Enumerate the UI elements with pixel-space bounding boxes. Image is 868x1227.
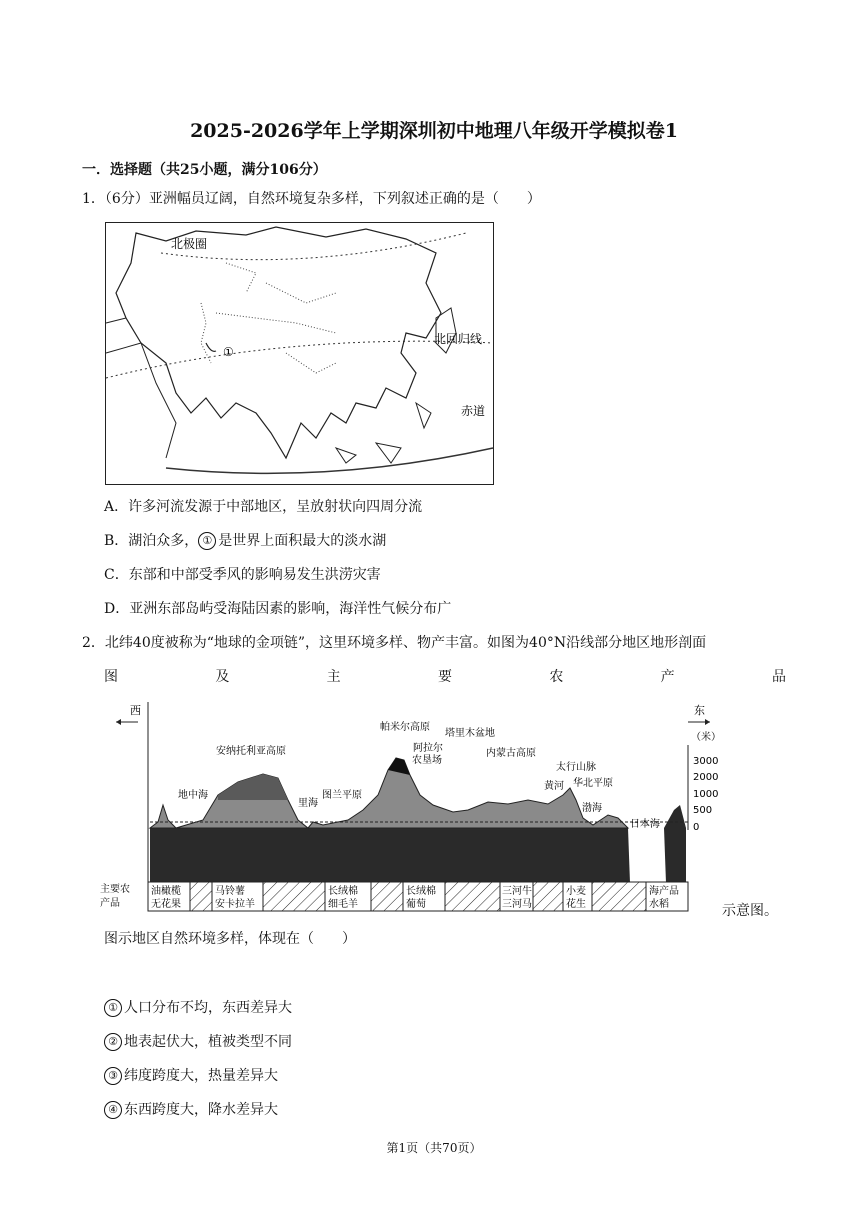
circled-number-1: ① <box>104 999 122 1017</box>
label-tarim: 塔里木盆地 <box>445 728 495 739</box>
product-seafood: 海产品 <box>649 886 679 897</box>
row-label-1: 主要农 <box>100 884 130 895</box>
product-rice: 水稻 <box>649 899 669 910</box>
japan-islands <box>436 308 456 353</box>
page-footer: 第1页（共70页） <box>386 1141 482 1155</box>
product-cotton-1: 长绒棉 <box>328 886 358 897</box>
statement-text: 东西跨度大，降水差异大 <box>124 1102 278 1118</box>
hatch-2 <box>263 882 325 911</box>
tick-0: 0 <box>693 822 700 833</box>
product-sanhe-horse: 三河马 <box>502 899 532 910</box>
q2-stem-line2 <box>104 667 786 687</box>
q2-stem-tail: 示意图。 <box>722 903 778 919</box>
circled-number-4: ④ <box>104 1101 122 1119</box>
product-potato: 马铃薯 <box>215 886 245 897</box>
q1-option-a[interactable]: A．许多河流发源于中部地区，呈放射状向四周分流 <box>104 499 423 515</box>
row-label-2: 产品 <box>100 898 120 909</box>
q2-stem-line1: 2．北纬40度被称为“地球的金项链”，这里环境多样、物产丰富。如图为40°N沿线部分地区地形剖面 <box>82 635 707 651</box>
anatolia-dark <box>218 774 288 800</box>
arctic-label: 北极圈 <box>171 237 208 251</box>
product-fig: 无花果 <box>151 899 181 910</box>
tropic-line <box>106 341 493 378</box>
q2-statement-2[interactable] <box>104 1032 292 1052</box>
mountain-ranges <box>216 263 336 373</box>
ural-mountains <box>201 303 211 363</box>
label-bohai: 渤海 <box>582 803 602 814</box>
q1-option-d[interactable]: D．亚洲东部岛屿受海陆因素的影响，海洋性气候分布广 <box>104 601 452 617</box>
hatch-4 <box>445 882 500 911</box>
circled-number-2: ② <box>104 1033 122 1051</box>
q2-statement-4[interactable] <box>104 1100 278 1120</box>
q2-word: 主 <box>326 669 341 685</box>
circled-number-1: ① <box>198 532 216 550</box>
product-ankara-sheep: 安卡拉羊 <box>215 899 255 910</box>
hatch-3 <box>371 882 403 911</box>
east-land-fill <box>664 805 686 883</box>
product-olive: 油橄榄 <box>151 886 181 897</box>
section-heading: 一．选择题（共25小题，满分106分） <box>82 162 327 178</box>
product-peanut: 花生 <box>566 899 586 910</box>
hatch-5 <box>533 882 563 911</box>
q2-question: 图示地区自然环境多样，体现在（ ） <box>104 931 356 947</box>
q2-word: 产 <box>660 669 675 685</box>
asia-map-drawing <box>106 223 493 484</box>
hatch-1 <box>190 882 212 911</box>
q1-option-b[interactable] <box>104 531 386 551</box>
equator-label: 赤道 <box>461 404 486 418</box>
label-turan: 图兰平原 <box>322 790 362 801</box>
product-fine-wool-sheep: 细毛羊 <box>328 899 358 910</box>
q1-stem: 1．（6分）亚洲幅员辽阔，自然环境复杂多样，下列叙述正确的是（ ） <box>82 191 541 207</box>
west-arrowhead <box>116 719 121 725</box>
label-pamir: 帕米尔高原 <box>380 722 430 733</box>
q2-word: 品 <box>771 669 786 685</box>
seabed-fill <box>150 828 630 883</box>
label-inner-mongolia: 内蒙古高原 <box>486 748 536 759</box>
document-title: 2025-2026学年上学期深圳初中地理八年级开学模拟卷1 <box>190 120 678 142</box>
southeast-islands <box>336 403 431 463</box>
tick-500: 500 <box>693 805 713 816</box>
label-caspian: 里海 <box>298 798 318 809</box>
label-alar: 阿拉尔 <box>413 743 443 754</box>
terrain-profile-drawing <box>100 700 721 915</box>
east-label: 东 <box>694 704 705 717</box>
q2-statement-3[interactable] <box>104 1066 278 1086</box>
tropic-label: 北回归线 <box>434 332 483 346</box>
product-sanhe-cattle: 三河牛 <box>502 886 532 897</box>
product-cotton-2: 长绒棉 <box>406 886 436 897</box>
q1-option-c[interactable]: C．东部和中部受季风的影响易发生洪涝灾害 <box>104 567 381 583</box>
q2-statement-1[interactable] <box>104 998 292 1018</box>
statement-text: 纬度跨度大，热量差异大 <box>124 1068 278 1084</box>
label-sea-of-japan: 日本海 <box>630 819 660 830</box>
unit-label: （米） <box>691 732 721 743</box>
west-label: 西 <box>130 704 141 717</box>
east-arrowhead <box>705 719 710 725</box>
label-taihang: 太行山脉 <box>556 762 596 773</box>
west-coast <box>106 318 176 458</box>
statement-text: 地表起伏大，植被类型不同 <box>124 1034 292 1050</box>
marker-1-label: ① <box>223 345 234 359</box>
q2-word: 要 <box>437 669 452 685</box>
asia-map <box>105 222 494 485</box>
q1-option-b-rest: 是世界上面积最大的淡水湖 <box>218 533 387 549</box>
label-anatolia: 安纳托利亚高原 <box>216 746 286 757</box>
caspian-sea <box>206 343 216 351</box>
q2-word: 及 <box>215 669 230 685</box>
terrain-profile-figure <box>100 700 721 915</box>
asia-coast <box>116 227 441 458</box>
circled-number-3: ③ <box>104 1067 122 1085</box>
tick-1000: 1000 <box>693 789 719 800</box>
statement-text: 人口分布不均，东西差异大 <box>124 1000 292 1016</box>
label-north-china-plain: 华北平原 <box>573 778 613 789</box>
label-farm: 农垦场 <box>412 755 442 766</box>
q1-option-b-lead: B．湖泊众多， <box>104 533 199 549</box>
equator-line <box>166 448 493 473</box>
tick-2000: 2000 <box>693 772 719 783</box>
q2-word: 图 <box>104 669 118 685</box>
hatch-6 <box>592 882 646 911</box>
product-grape: 葡萄 <box>406 899 426 910</box>
q2-word: 农 <box>549 669 564 685</box>
label-mediterranean: 地中海 <box>178 790 208 801</box>
tick-3000: 3000 <box>693 756 719 767</box>
label-yellow-river: 黄河 <box>544 781 564 792</box>
product-wheat: 小麦 <box>566 886 586 897</box>
